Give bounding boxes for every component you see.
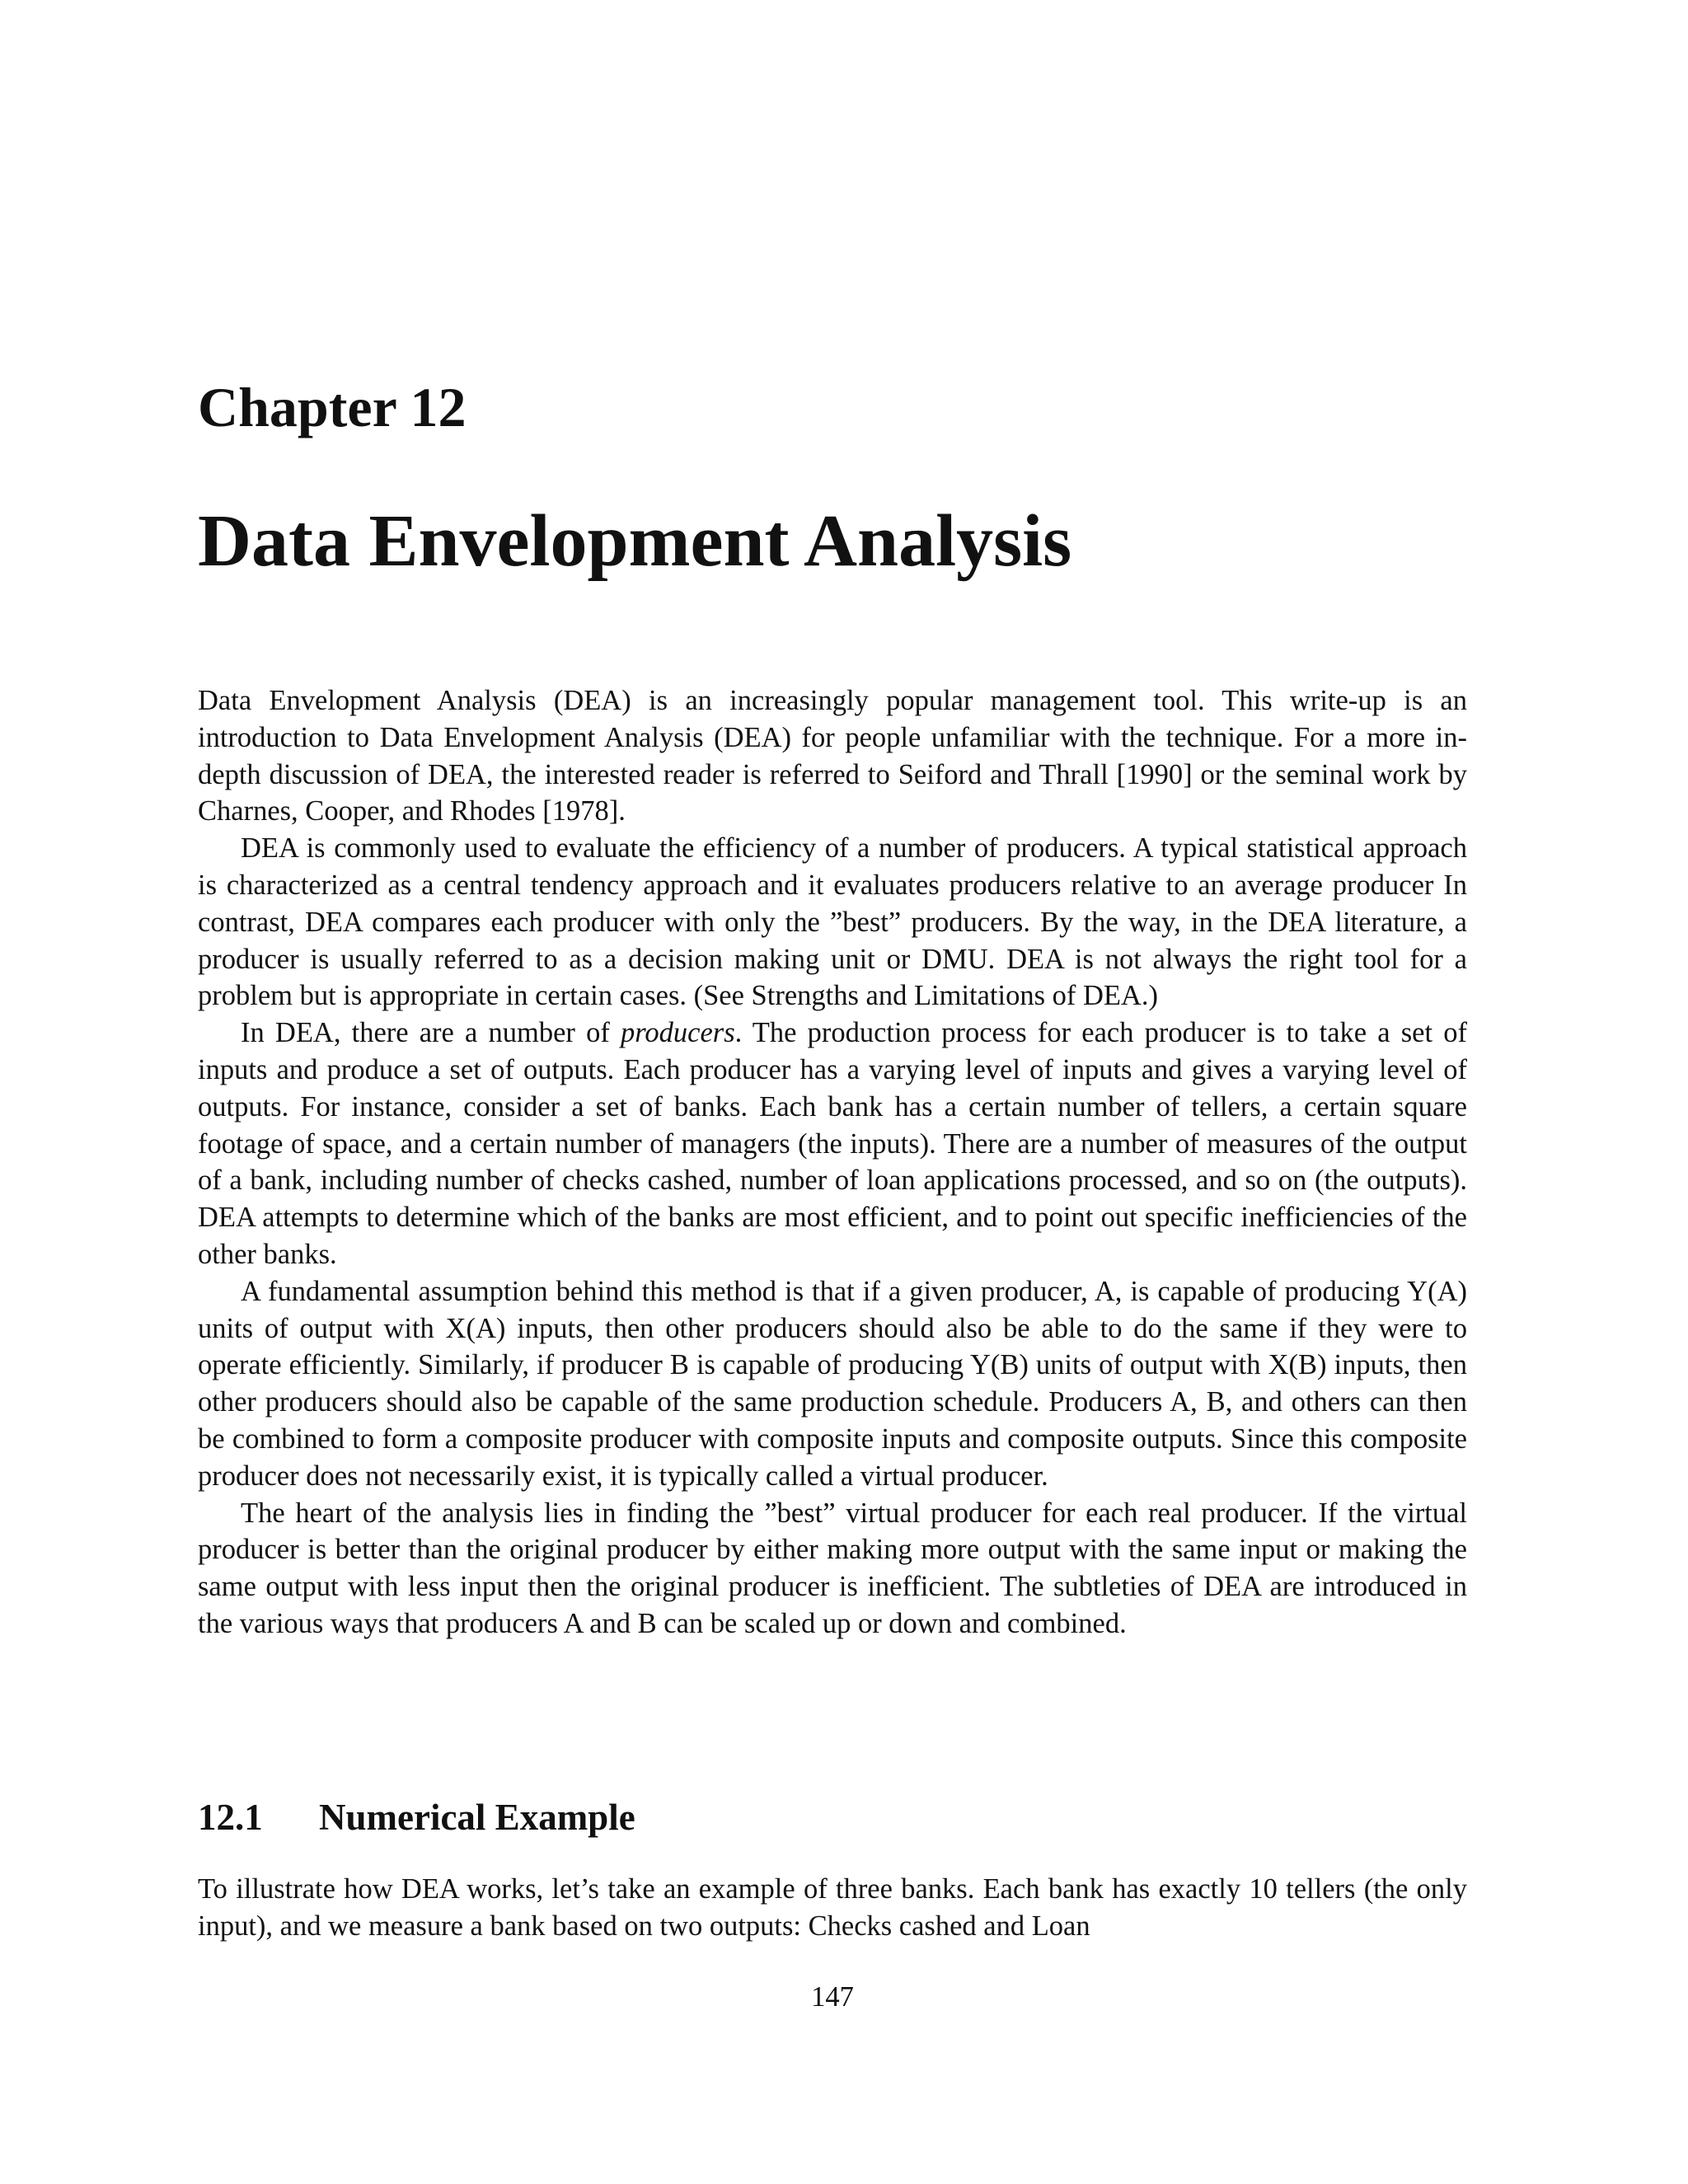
paragraph: A fundamental assumption behind this method is that if a given producer, A, is capable of producing Y(A) units of output with X(A) inputs, then other producers should also be able to do the same if they were to operate efficiently. Similarly, if producer B is capable of producing Y(B) units of output with X(B) inputs, then other producers should also be capable of the same production schedule. Producers A, B, and others can then be combined to form a composite producer with composite inputs and composite outputs. Since this composite producer does not necessarily exist, it is typically called a virtual producer. xyxy=(198,1275,1467,1492)
paragraph: DEA is commonly used to evaluate the efficiency of a number of producers. A typical statistical approach is characterized as a central tendency approach and it evaluates producers relative to an average producer In contrast, DEA compares each producer with only the ”best” producers. By the way, in the DEA literature, a producer is usually referred to as a decision making unit or DMU. DEA is not always the right tool for a problem but is appropriate in certain cases. (See Strengths and Limitations of DEA.) xyxy=(198,832,1467,1012)
paragraph: Data Envelopment Analysis (DEA) is an increasingly popular management tool. This write-up is an introduction to Data Envelopment Analysis (DEA) for people unfamiliar with the technique. For a more in-depth discussion of DEA, the interested reader is referred to Seiford and Thrall [1990] or the seminal work by Charnes, Cooper, and Rhodes [1978]. xyxy=(198,685,1467,827)
section-heading xyxy=(198,1799,635,1836)
paragraph xyxy=(198,1015,1467,1273)
section-number: 12.1 xyxy=(198,1797,263,1838)
emphasis-term: producers xyxy=(621,1017,735,1049)
paragraph: The heart of the analysis lies in finding the ”best” virtual producer for each real producer. If the virtual producer is better than the original producer by either making more output with the same input or making the same output with less input then the original producer is inefficient. The subtleties of DEA are introduced in the various ways that producers A and B can be scaled up or down and combined. xyxy=(198,1497,1467,1639)
body-text xyxy=(198,682,1467,1643)
section-body xyxy=(198,1871,1467,1945)
paragraph-text: . The production process for each producer is to take a set of inputs and produce a set of outputs. Each producer has a varying level of inputs and gives a varying level of outputs. For instance, consider a set of banks. Each bank has a certain number of tellers, a certain square footage of space, and a certain number of managers (the inputs). There are a number of measures of the output of a bank, including number of checks cashed, number of loan applications processed, and so on (the outputs). DEA attempts to determine which of the banks are most efficient, and to point out specific inefficiencies of the other banks. xyxy=(198,1017,1467,1270)
chapter-label: Chapter 12 xyxy=(198,376,467,438)
page-number: 147 xyxy=(811,1981,854,2013)
section-title: Numerical Example xyxy=(319,1797,635,1838)
chapter-title: Data Envelopment Analysis xyxy=(198,500,1072,582)
paragraph-text: In DEA, there are a number of xyxy=(241,1017,621,1049)
paragraph: To illustrate how DEA works, let’s take an example of three banks. Each bank has exactly 10 tellers (the only input), and we measure a bank based on two outputs: Checks cashed and Loan xyxy=(198,1873,1467,1942)
